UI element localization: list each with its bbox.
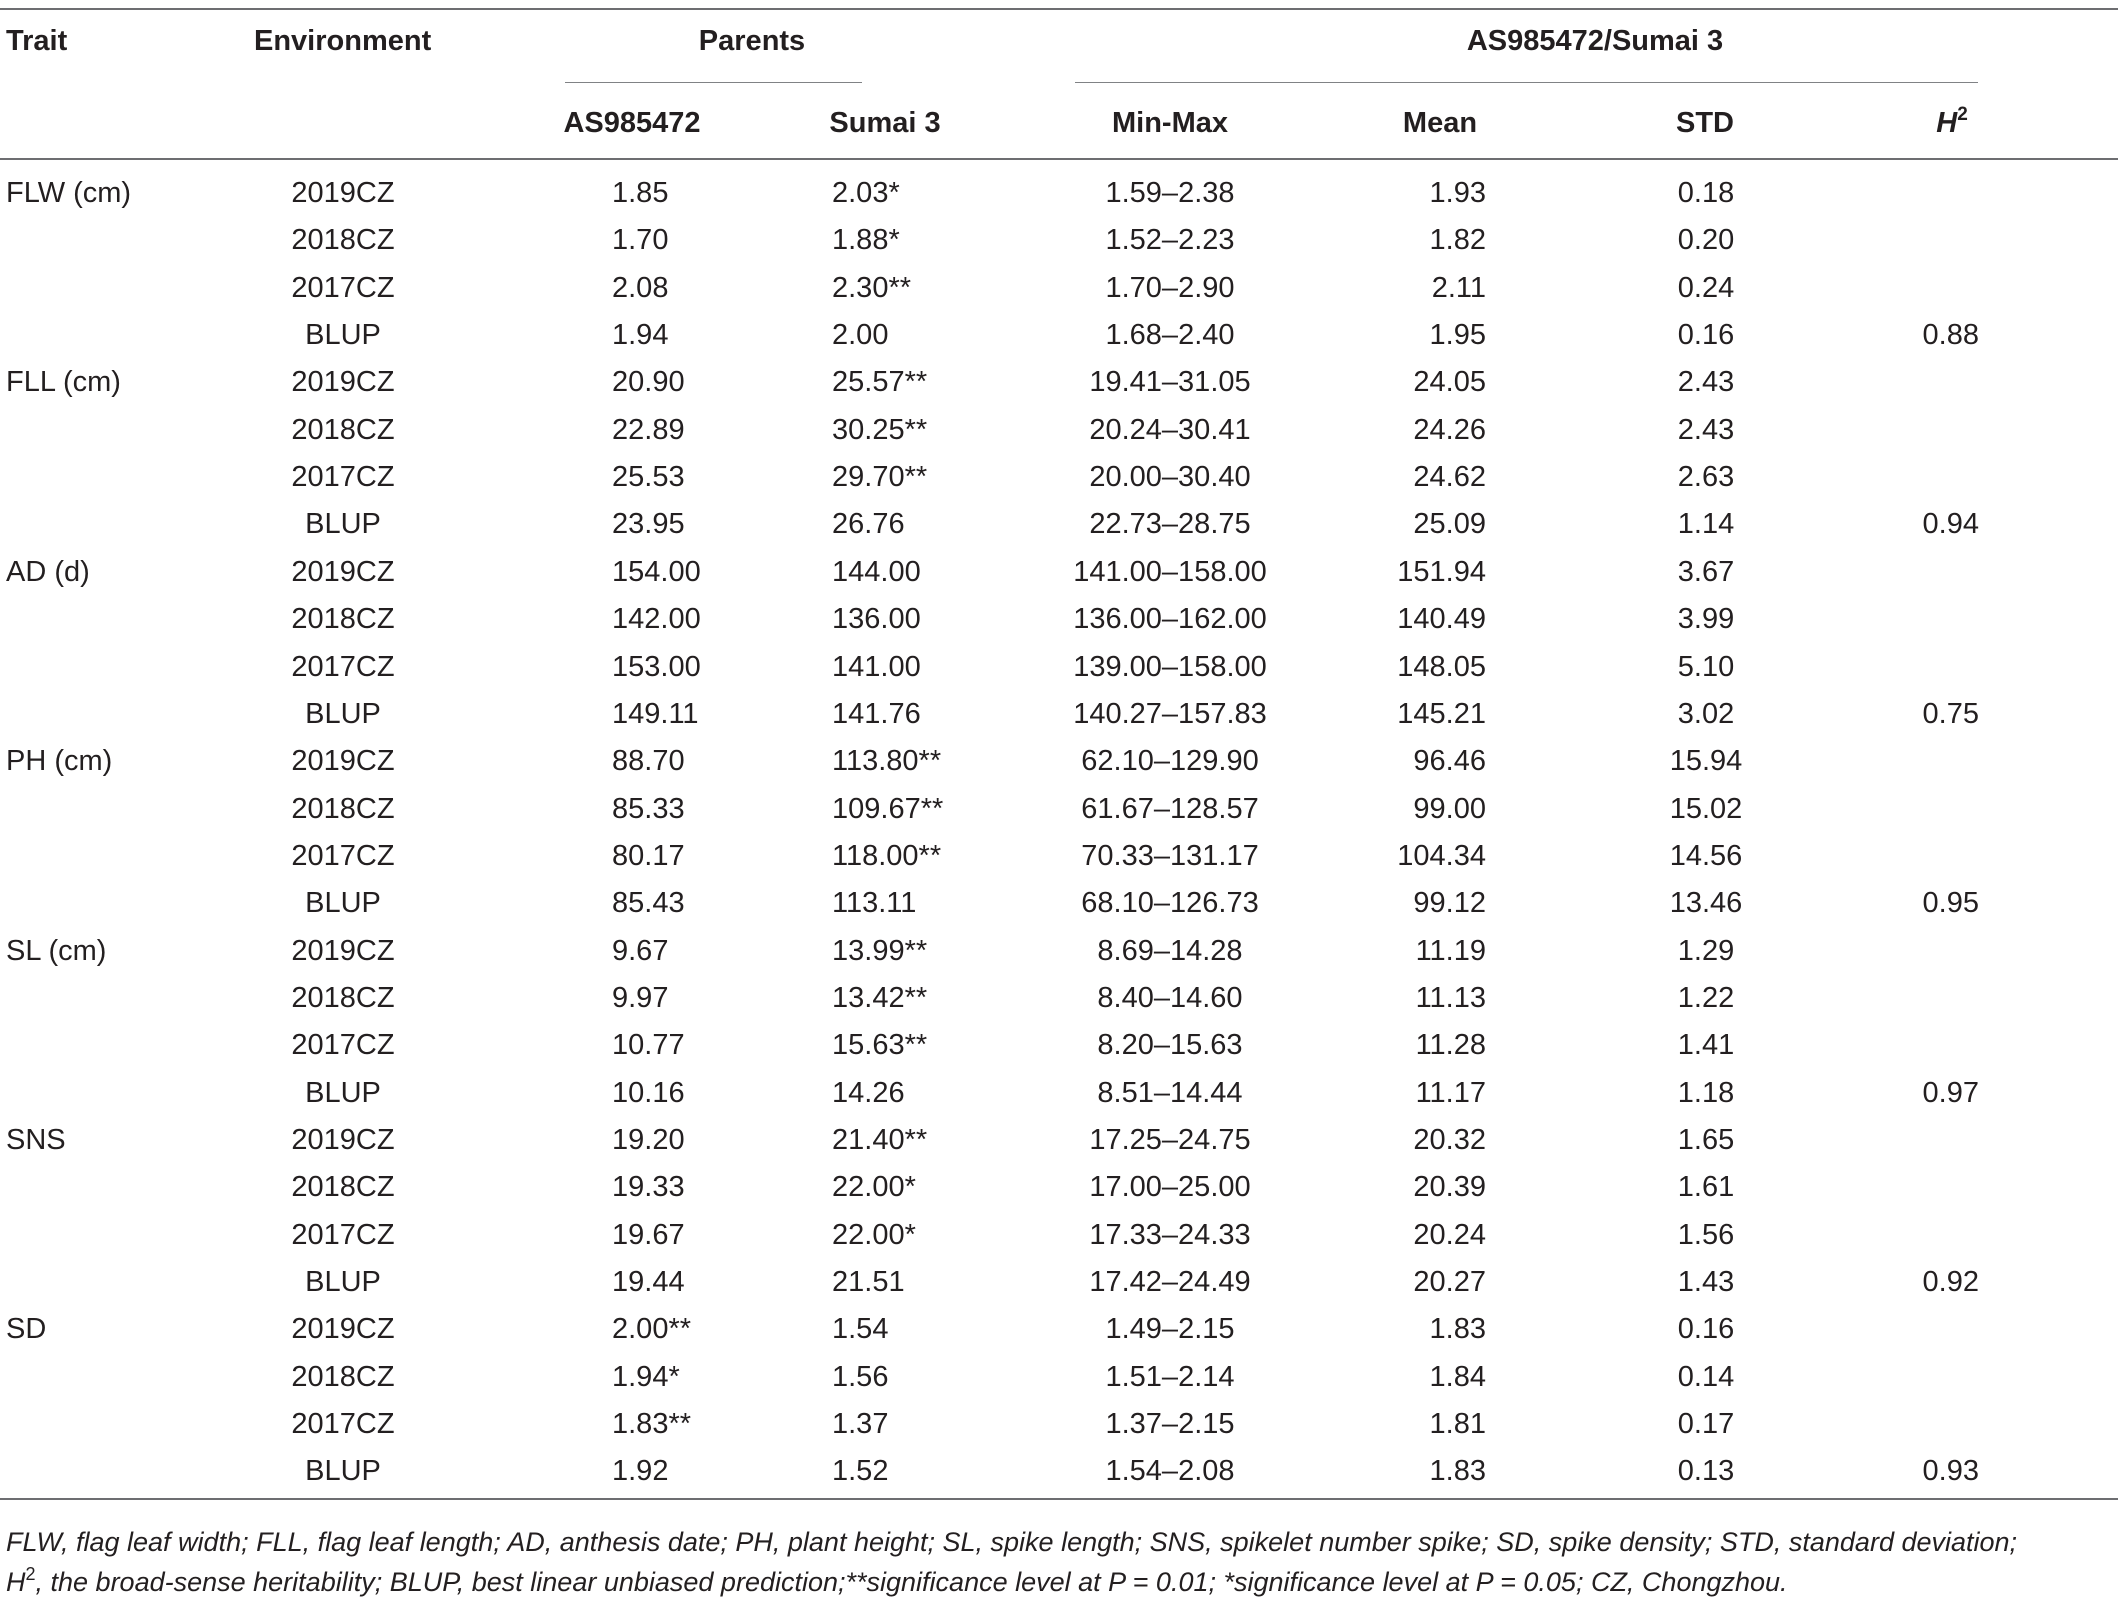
cell-minmax: 1.59–2.38 xyxy=(1105,177,1235,209)
cell-h2: 0.75 xyxy=(1922,697,1979,730)
cell-minmax: 8.69–14.28 xyxy=(1097,934,1243,967)
cell-p2: 2.30** xyxy=(832,271,912,304)
cell-p1: 1.85 xyxy=(612,177,669,209)
cell-std: 1.29 xyxy=(1677,934,1735,967)
cell-mean: 11.13 xyxy=(1415,981,1486,1014)
cell-p2: 1.54 xyxy=(832,1313,889,1346)
cell-p1: 2.08 xyxy=(612,271,669,304)
cell-mean: 1.84 xyxy=(1429,1360,1486,1393)
cell-mean: 1.81 xyxy=(1429,1408,1486,1441)
cell-p1: 19.33 xyxy=(612,1171,685,1204)
table-row xyxy=(0,413,2118,460)
cell-std: 5.10 xyxy=(1677,650,1735,683)
cell-mean: 99.00 xyxy=(1413,792,1486,825)
cell-p1: 88.70 xyxy=(612,745,685,778)
cell-mean: 11.17 xyxy=(1415,1076,1486,1109)
cell-minmax: 140.27–157.83 xyxy=(1073,697,1267,730)
cell-minmax: 8.20–15.63 xyxy=(1097,1029,1243,1062)
cell-env: 2018CZ xyxy=(291,413,395,446)
cell-env: 2019CZ xyxy=(291,1313,395,1346)
table-row xyxy=(0,1218,2118,1265)
cell-p2: 21.51 xyxy=(832,1266,905,1299)
cell-std: 3.99 xyxy=(1677,603,1735,636)
cell-trait: SD xyxy=(6,1313,47,1346)
cell-p2: 14.26 xyxy=(832,1076,905,1109)
cell-trait: FLL (cm) xyxy=(6,366,121,399)
cell-mean: 24.62 xyxy=(1413,461,1486,494)
cell-minmax: 19.41–31.05 xyxy=(1089,366,1251,399)
cell-h2: 0.88 xyxy=(1922,319,1979,352)
cell-std: 3.02 xyxy=(1677,697,1735,730)
cell-p1: 19.44 xyxy=(612,1266,685,1299)
cell-p1: 142.00 xyxy=(612,603,701,636)
cell-minmax: 1.54–2.08 xyxy=(1105,1455,1235,1488)
cell-minmax: 20.24–30.41 xyxy=(1089,413,1251,446)
header-h2 xyxy=(1936,106,1968,140)
cell-env: 2017CZ xyxy=(291,1218,395,1251)
cell-std: 0.17 xyxy=(1677,1408,1735,1441)
header-minmax: Min-Max xyxy=(1112,107,1228,139)
cell-mean: 104.34 xyxy=(1397,839,1486,872)
cell-mean: 1.95 xyxy=(1429,319,1486,352)
table-row xyxy=(0,318,2118,365)
cell-mean: 24.26 xyxy=(1413,413,1486,446)
cell-mean: 24.05 xyxy=(1413,366,1486,399)
cell-std: 1.43 xyxy=(1677,1266,1735,1299)
cell-env: BLUP xyxy=(305,1266,381,1299)
header-environment: Environment xyxy=(254,25,432,57)
table-row xyxy=(0,271,2118,318)
cell-minmax: 1.37–2.15 xyxy=(1105,1408,1235,1441)
cell-env: 2018CZ xyxy=(291,224,395,257)
cell-mean: 1.82 xyxy=(1429,224,1486,257)
cell-std: 13.46 xyxy=(1669,887,1743,920)
cell-env: BLUP xyxy=(305,1455,381,1488)
cell-env: BLUP xyxy=(305,697,381,730)
cell-std: 1.41 xyxy=(1677,1029,1735,1062)
table-row xyxy=(0,223,2118,270)
cell-std: 2.63 xyxy=(1677,461,1735,494)
header-as985472: AS985472 xyxy=(563,107,701,139)
header-bottom-rule xyxy=(0,158,2118,160)
cell-mean: 11.19 xyxy=(1415,934,1486,967)
cell-std: 1.18 xyxy=(1677,1076,1735,1109)
cell-p1: 1.94 xyxy=(612,319,669,352)
footnote-h2-base: H xyxy=(6,1567,26,1597)
footnote-h2-sup: 2 xyxy=(25,1564,36,1584)
table-row xyxy=(0,1028,2118,1075)
cell-env: 2018CZ xyxy=(291,603,395,636)
cell-p2: 2.03* xyxy=(832,177,900,209)
cell-p2: 2.00 xyxy=(832,319,889,352)
cell-minmax: 17.33–24.33 xyxy=(1089,1218,1251,1251)
table-row xyxy=(0,1265,2118,1312)
cell-mean: 1.93 xyxy=(1429,177,1486,209)
table-row xyxy=(0,744,2118,791)
table-row xyxy=(0,839,2118,886)
cell-minmax: 68.10–126.73 xyxy=(1081,887,1259,920)
table-row xyxy=(0,1312,2118,1359)
cell-env: 2019CZ xyxy=(291,745,395,778)
cell-p2: 144.00 xyxy=(832,555,921,588)
cell-p2: 136.00 xyxy=(832,603,921,636)
cell-p2: 109.67** xyxy=(832,792,944,825)
table-row xyxy=(0,886,2118,933)
cell-mean: 11.28 xyxy=(1415,1029,1486,1062)
cell-p1: 9.67 xyxy=(612,934,669,967)
cell-p1: 25.53 xyxy=(612,461,685,494)
cell-minmax: 70.33–131.17 xyxy=(1081,839,1259,872)
cell-p2: 113.80** xyxy=(832,745,942,778)
cell-std: 15.02 xyxy=(1669,792,1743,825)
cell-std: 0.20 xyxy=(1677,224,1735,257)
cell-p2: 141.76 xyxy=(832,697,921,730)
cell-std: 14.56 xyxy=(1669,839,1743,872)
cell-env: 2017CZ xyxy=(291,1029,395,1062)
cell-p1: 154.00 xyxy=(612,555,701,588)
cell-p2: 22.00* xyxy=(832,1218,916,1251)
cell-minmax: 17.25–24.75 xyxy=(1089,1124,1251,1156)
cell-p2: 1.52 xyxy=(832,1455,889,1488)
cell-p1: 2.00** xyxy=(612,1313,692,1346)
cell-p2: 1.37 xyxy=(832,1408,889,1441)
cell-h2: 0.94 xyxy=(1922,508,1979,541)
cell-mean: 20.24 xyxy=(1413,1218,1486,1251)
population-span-rule xyxy=(1075,82,1978,83)
table-row xyxy=(0,1407,2118,1454)
cell-env: 2018CZ xyxy=(291,981,395,1014)
cell-mean: 1.83 xyxy=(1429,1455,1486,1488)
cell-std: 1.61 xyxy=(1677,1171,1735,1204)
cell-p2: 1.88* xyxy=(832,224,900,257)
cell-h2: 0.95 xyxy=(1922,887,1979,920)
table-top-rule xyxy=(0,8,2118,10)
cell-env: BLUP xyxy=(305,887,381,920)
table-row xyxy=(0,792,2118,839)
cell-minmax: 8.51–14.44 xyxy=(1097,1076,1243,1109)
table-row xyxy=(0,1454,2118,1501)
cell-minmax: 1.70–2.90 xyxy=(1105,271,1235,304)
cell-p2: 118.00** xyxy=(832,839,942,872)
cell-minmax: 139.00–158.00 xyxy=(1073,650,1267,683)
cell-p1: 149.11 xyxy=(612,697,699,730)
cell-p1: 1.92 xyxy=(612,1455,669,1488)
header-trait: Trait xyxy=(6,25,68,57)
cell-trait: FLW (cm) xyxy=(6,177,132,209)
cell-minmax: 22.73–28.75 xyxy=(1089,508,1251,541)
cell-minmax: 17.00–25.00 xyxy=(1089,1171,1251,1204)
cell-p1: 10.16 xyxy=(612,1076,685,1109)
cell-trait: PH (cm) xyxy=(6,745,113,778)
cell-env: 2017CZ xyxy=(291,650,395,683)
footnote-line2: , the broad-sense heritability; BLUP, best linear unbiased prediction;**significance level at P = 0.01; *significance level at P = 0.05; CZ, Chongzhou. xyxy=(35,1567,1788,1597)
table-row xyxy=(0,602,2118,649)
cell-p2: 13.42** xyxy=(832,981,928,1014)
cell-std: 0.16 xyxy=(1677,1313,1735,1346)
cell-env: 2018CZ xyxy=(291,1360,395,1393)
cell-trait: SL (cm) xyxy=(6,934,107,967)
header-h2-sup: 2 xyxy=(1957,104,1968,125)
table-row xyxy=(0,981,2118,1028)
cell-minmax: 1.49–2.15 xyxy=(1105,1313,1235,1346)
cell-mean: 1.83 xyxy=(1429,1313,1486,1346)
cell-mean: 20.39 xyxy=(1413,1171,1486,1204)
cell-p2: 30.25** xyxy=(832,413,928,446)
cell-env: 2017CZ xyxy=(291,839,395,872)
cell-mean: 20.27 xyxy=(1413,1266,1486,1299)
cell-mean: 99.12 xyxy=(1413,887,1486,920)
cell-std: 1.56 xyxy=(1677,1218,1735,1251)
cell-mean: 140.49 xyxy=(1397,603,1486,636)
cell-minmax: 20.00–30.40 xyxy=(1089,461,1251,494)
cell-minmax: 136.00–162.00 xyxy=(1073,603,1267,636)
cell-p2: 15.63** xyxy=(832,1029,928,1062)
header-mean: Mean xyxy=(1402,107,1478,139)
cell-p1: 153.00 xyxy=(612,650,701,683)
cell-mean: 25.09 xyxy=(1413,508,1486,541)
cell-minmax: 1.51–2.14 xyxy=(1105,1360,1235,1393)
cell-p1: 19.20 xyxy=(612,1124,685,1156)
header-sumai3: Sumai 3 xyxy=(829,107,941,139)
cell-minmax: 1.52–2.23 xyxy=(1105,224,1235,257)
table-row xyxy=(0,650,2118,697)
cell-std: 0.24 xyxy=(1677,271,1735,304)
cell-mean: 96.46 xyxy=(1413,745,1486,778)
cell-env: 2018CZ xyxy=(291,1171,395,1204)
cell-std: 1.65 xyxy=(1677,1124,1735,1156)
header-h2-base: H xyxy=(1936,107,1958,139)
cell-env: 2019CZ xyxy=(291,366,395,399)
cell-mean: 151.94 xyxy=(1397,555,1486,588)
cell-p2: 113.11 xyxy=(832,887,917,920)
cell-p1: 9.97 xyxy=(612,981,669,1014)
cell-p1: 10.77 xyxy=(612,1029,685,1062)
cell-std: 1.22 xyxy=(1677,981,1735,1014)
header-population: AS985472/Sumai 3 xyxy=(1466,25,1724,57)
cell-minmax: 1.68–2.40 xyxy=(1105,319,1235,352)
cell-p2: 1.56 xyxy=(832,1360,889,1393)
cell-mean: 20.32 xyxy=(1413,1124,1486,1156)
cell-minmax: 8.40–14.60 xyxy=(1097,981,1243,1014)
cell-p2: 22.00* xyxy=(832,1171,916,1204)
cell-minmax: 17.42–24.49 xyxy=(1089,1266,1251,1299)
cell-p1: 1.94* xyxy=(612,1360,680,1393)
table-row xyxy=(0,365,2118,412)
header-std: STD xyxy=(1676,107,1734,139)
parents-span-rule xyxy=(565,82,862,83)
cell-minmax: 141.00–158.00 xyxy=(1073,555,1267,588)
cell-trait: SNS xyxy=(6,1124,66,1156)
cell-p2: 21.40** xyxy=(832,1124,928,1156)
table-row xyxy=(0,555,2118,602)
cell-std: 2.43 xyxy=(1677,366,1735,399)
cell-p2: 13.99** xyxy=(832,934,928,967)
cell-p2: 26.76 xyxy=(832,508,905,541)
cell-env: 2019CZ xyxy=(291,1124,395,1156)
cell-p1: 23.95 xyxy=(612,508,685,541)
table-row xyxy=(0,460,2118,507)
cell-env: 2017CZ xyxy=(291,461,395,494)
table-row xyxy=(0,176,2118,223)
cell-h2: 0.92 xyxy=(1922,1266,1979,1299)
cell-env: 2019CZ xyxy=(291,934,395,967)
header-parents: Parents xyxy=(698,25,806,57)
cell-p2: 25.57** xyxy=(832,366,928,399)
cell-p1: 85.43 xyxy=(612,887,685,920)
cell-h2: 0.97 xyxy=(1922,1076,1979,1109)
cell-std: 0.18 xyxy=(1677,177,1735,209)
cell-mean: 145.21 xyxy=(1397,697,1486,730)
cell-std: 0.16 xyxy=(1677,319,1735,352)
cell-p1: 19.67 xyxy=(612,1218,685,1251)
cell-env: 2018CZ xyxy=(291,792,395,825)
cell-env: BLUP xyxy=(305,1076,381,1109)
table-footnote xyxy=(6,1522,2106,1602)
cell-mean: 148.05 xyxy=(1397,650,1486,683)
cell-env: 2019CZ xyxy=(291,555,395,588)
cell-std: 15.94 xyxy=(1669,745,1743,778)
cell-env: 2017CZ xyxy=(291,1408,395,1441)
cell-p1: 85.33 xyxy=(612,792,685,825)
cell-minmax: 62.10–129.90 xyxy=(1081,745,1259,778)
cell-p1: 1.70 xyxy=(612,224,669,257)
cell-p2: 29.70** xyxy=(832,461,928,494)
cell-p1: 1.83** xyxy=(612,1408,692,1441)
cell-minmax: 61.67–128.57 xyxy=(1081,792,1259,825)
footnote-line1: FLW, flag leaf width; FLL, flag leaf length; AD, anthesis date; PH, plant height; SL, spike length; SNS, spikelet number spike; SD, spike density; STD, standard deviation; xyxy=(6,1527,2018,1557)
cell-std: 0.13 xyxy=(1677,1455,1735,1488)
cell-std: 2.43 xyxy=(1677,413,1735,446)
table-row xyxy=(0,934,2118,981)
cell-p2: 141.00 xyxy=(832,650,921,683)
cell-p1: 22.89 xyxy=(612,413,685,446)
cell-env: BLUP xyxy=(305,319,381,352)
table-row xyxy=(0,697,2118,744)
cell-h2: 0.93 xyxy=(1922,1455,1979,1488)
table-row xyxy=(0,1360,2118,1407)
cell-std: 1.14 xyxy=(1677,508,1735,541)
cell-p1: 20.90 xyxy=(612,366,685,399)
cell-mean: 2.11 xyxy=(1431,271,1486,304)
cell-env: BLUP xyxy=(305,508,381,541)
table-row xyxy=(0,1123,2118,1170)
cell-p1: 80.17 xyxy=(612,839,685,872)
cell-std: 0.14 xyxy=(1677,1360,1735,1393)
table-row xyxy=(0,1170,2118,1217)
cell-env: 2017CZ xyxy=(291,271,395,304)
cell-env: 2019CZ xyxy=(291,177,395,209)
cell-std: 3.67 xyxy=(1677,555,1735,588)
table-row xyxy=(0,507,2118,554)
table-row xyxy=(0,1076,2118,1123)
cell-trait: AD (d) xyxy=(6,555,90,588)
